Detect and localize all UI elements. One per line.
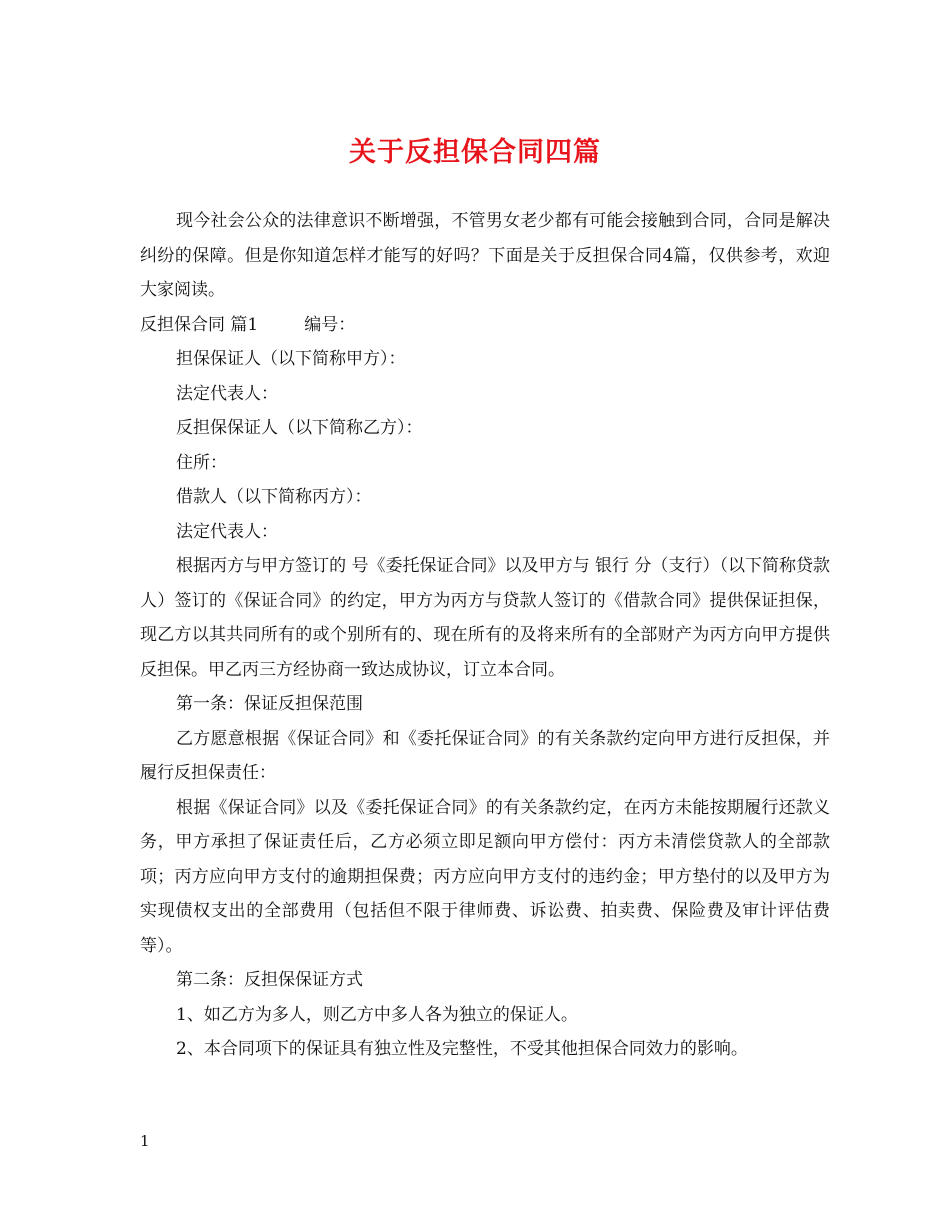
intro-paragraph: 现今社会公众的法律意识不断增强，不管男女老少都有可能会接触到合同，合同是解决纠纷的保障。但是你知道怎样才能写的好吗？下面是关于反担保合同4篇，仅供参考，欢迎大家阅读。 bbox=[140, 211, 830, 300]
document-title: 关于反担保合同四篇 bbox=[349, 137, 601, 168]
preamble-paragraph: 根据丙方与甲方签订的 号《委托保证合同》以及甲方与 银行 分（支行）（以下简称贷款人）签订的《保证合同》的约定，甲方为丙方与贷款人签订的《借款合同》提供保证担保，现乙方以其共同所有的或个别所有的、现在所有的及将来所有的全部财产为丙方向甲方提供反担保。甲乙丙三方经协商一致达成协议，订立本合同。 bbox=[140, 556, 830, 680]
contract-number-label: 编号： bbox=[304, 314, 356, 335]
party-c-representative-line: 法定代表人： bbox=[176, 521, 278, 542]
party-a-representative-line: 法定代表人： bbox=[176, 383, 278, 404]
party-c-line: 借款人（以下简称丙方）： bbox=[176, 487, 372, 507]
article-2-item-1: 1、如乙方为多人，则乙方中多人各为独立的保证人。 bbox=[176, 1004, 578, 1025]
article-1-paragraph-1: 乙方愿意根据《保证合同》和《委托保证合同》的有关条款约定向甲方进行反担保，并履行反担保责任： bbox=[140, 728, 830, 783]
article-1-paragraph-2: 根据《保证合同》以及《委托保证合同》的有关条款约定，在丙方未能按期履行还款义务，甲方承担了保证责任后，乙方必须立即足额向甲方偿付：丙方未清偿贷款人的全部款项；丙方应向甲方支付的逾期担保费；丙方应向甲方支付的违约金；甲方垫付的以及甲方为实现债权支出的全部费用（包括但不限于律师费、诉讼费、拍卖费、保险费及审计评估费等）。 bbox=[140, 797, 830, 956]
document-body bbox=[140, 204, 830, 1067]
party-a-line: 担保保证人（以下简称甲方）： bbox=[176, 349, 406, 369]
party-b-line: 反担保保证人（以下简称乙方）： bbox=[176, 418, 423, 438]
party-b-address-line: 住所： bbox=[176, 452, 227, 473]
contract-heading-label: 反担保合同 篇1 bbox=[140, 314, 259, 335]
article-2-title: 第二条：反担保保证方式 bbox=[176, 970, 363, 990]
page-number: 1 bbox=[140, 1132, 150, 1150]
article-1-title: 第一条：保证反担保范围 bbox=[176, 694, 363, 714]
contract-heading bbox=[140, 308, 830, 343]
article-2-item-2: 2、本合同项下的保证具有独立性及完整性，不受其他担保合同效力的影响。 bbox=[176, 1039, 748, 1059]
